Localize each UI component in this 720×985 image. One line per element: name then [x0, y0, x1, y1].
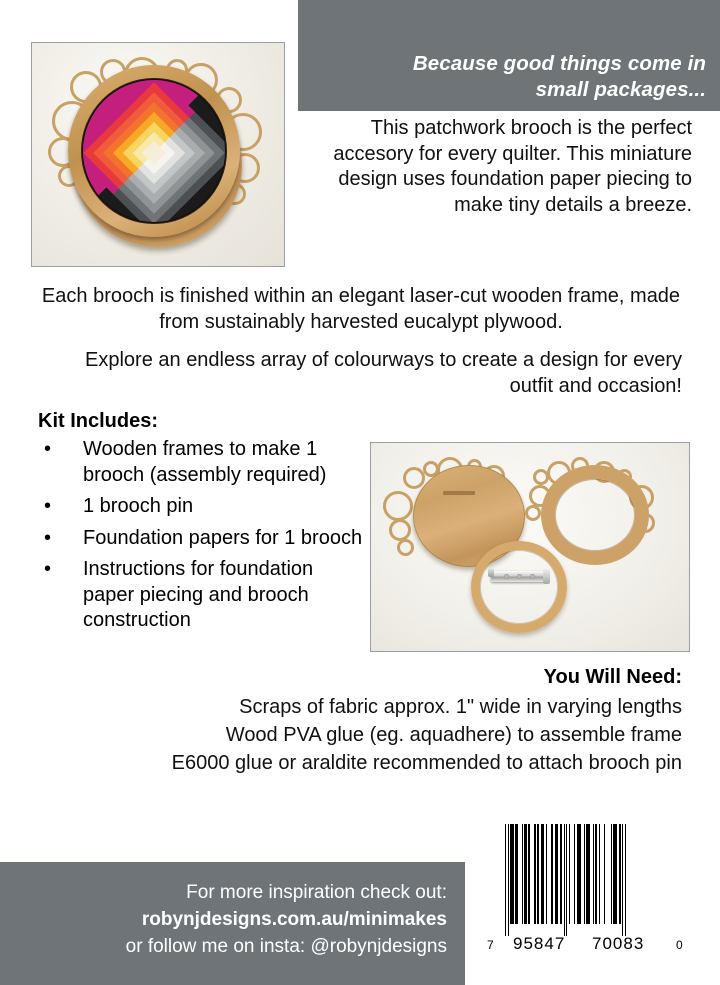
list-item — [38, 437, 368, 488]
frame-parts-photo — [370, 442, 690, 652]
brooch-front-frame — [68, 65, 240, 237]
barcode-bar — [625, 824, 626, 936]
frame-decor-circle — [397, 539, 414, 556]
you-will-need-item: Scraps of fabric approx. 1" wide in varying lengths — [239, 696, 682, 718]
list-item-label: Foundation papers for 1 brooch — [83, 526, 363, 549]
frame-description-paragraph: Each brooch is finished within an elegant laser-cut wooden frame, made from sustainably harvested eucalypt plywood. — [41, 285, 681, 333]
list-item — [38, 494, 368, 520]
instagram-handle-line[interactable]: or follow me on insta: @robynjdesigns — [125, 936, 447, 957]
barcode-right-group: 70083 — [592, 934, 645, 953]
bullet-icon: • — [44, 438, 52, 460]
you-will-need-item: E6000 glue or araldite recommended to attach brooch pin — [171, 752, 682, 774]
you-will-need-item: Wood PVA glue (eg. aquadhere) to assemble frame — [225, 724, 682, 746]
brooch-hero-photo — [31, 42, 285, 267]
tagline-banner — [298, 0, 720, 111]
frame-decor-circle — [389, 519, 411, 541]
upc-barcode — [487, 824, 692, 960]
list-item-label: 1 brooch pin — [83, 495, 194, 517]
barcode-check-digit: 0 — [676, 938, 684, 952]
frame-decor-circle — [383, 491, 413, 521]
intro-paragraph: This patchwork brooch is the perfect accesory for every quilter. This miniature design uses foundation paper piecing to make tiny details a breeze. — [333, 117, 692, 216]
tagline-text — [312, 51, 706, 103]
footer-line-1: For more inspiration check out: — [186, 882, 447, 903]
pin-clasp — [543, 569, 550, 584]
pin-hinge — [488, 568, 494, 577]
list-item — [38, 526, 368, 552]
barcode-left-group: 95847 — [513, 934, 566, 953]
kit-includes-section — [38, 409, 368, 640]
footer-banner — [0, 862, 465, 985]
colourways-paragraph: Explore an endless array of colourways to create a design for every outfit and occasion! — [85, 349, 682, 397]
you-will-need-heading: You Will Need: — [543, 666, 682, 688]
tagline-line-2: small packages... — [535, 78, 706, 101]
patchwork-fabric-disc — [83, 80, 225, 222]
part-open-frame — [541, 465, 649, 565]
frame-decor-circle — [403, 467, 425, 489]
bullet-icon: • — [44, 558, 52, 580]
frame-decor-circle — [525, 505, 541, 521]
kit-includes-list — [38, 437, 368, 634]
bullet-icon: • — [44, 526, 52, 549]
list-item-label: Instructions for foundation paper piecing and brooch construction — [83, 558, 314, 631]
parts-photo-stage — [371, 443, 689, 651]
list-item-label: Wooden frames to make 1 brooch (assembly required) — [83, 438, 327, 486]
bullet-icon: • — [44, 495, 52, 517]
footer-text — [16, 879, 447, 960]
brooch-pin — [491, 571, 547, 582]
kit-includes-heading: Kit Includes: — [38, 410, 159, 432]
list-item — [38, 557, 368, 634]
brooch-illustration — [48, 57, 268, 253]
pin-hole — [517, 574, 522, 579]
part-plain-ring — [471, 541, 567, 633]
barcode-digits — [487, 932, 692, 958]
pin-slot-mark — [443, 491, 475, 495]
website-url[interactable]: robynjdesigns.com.au/minimakes — [141, 909, 447, 930]
barcode-first-digit: 7 — [487, 938, 495, 952]
barcode-bars — [505, 824, 626, 936]
you-will-need-section — [40, 665, 682, 777]
tagline-line-1: Because good things come in — [412, 52, 706, 75]
pin-hole — [504, 574, 509, 579]
pin-hole — [530, 574, 535, 579]
hero-photo-stage — [32, 43, 284, 266]
